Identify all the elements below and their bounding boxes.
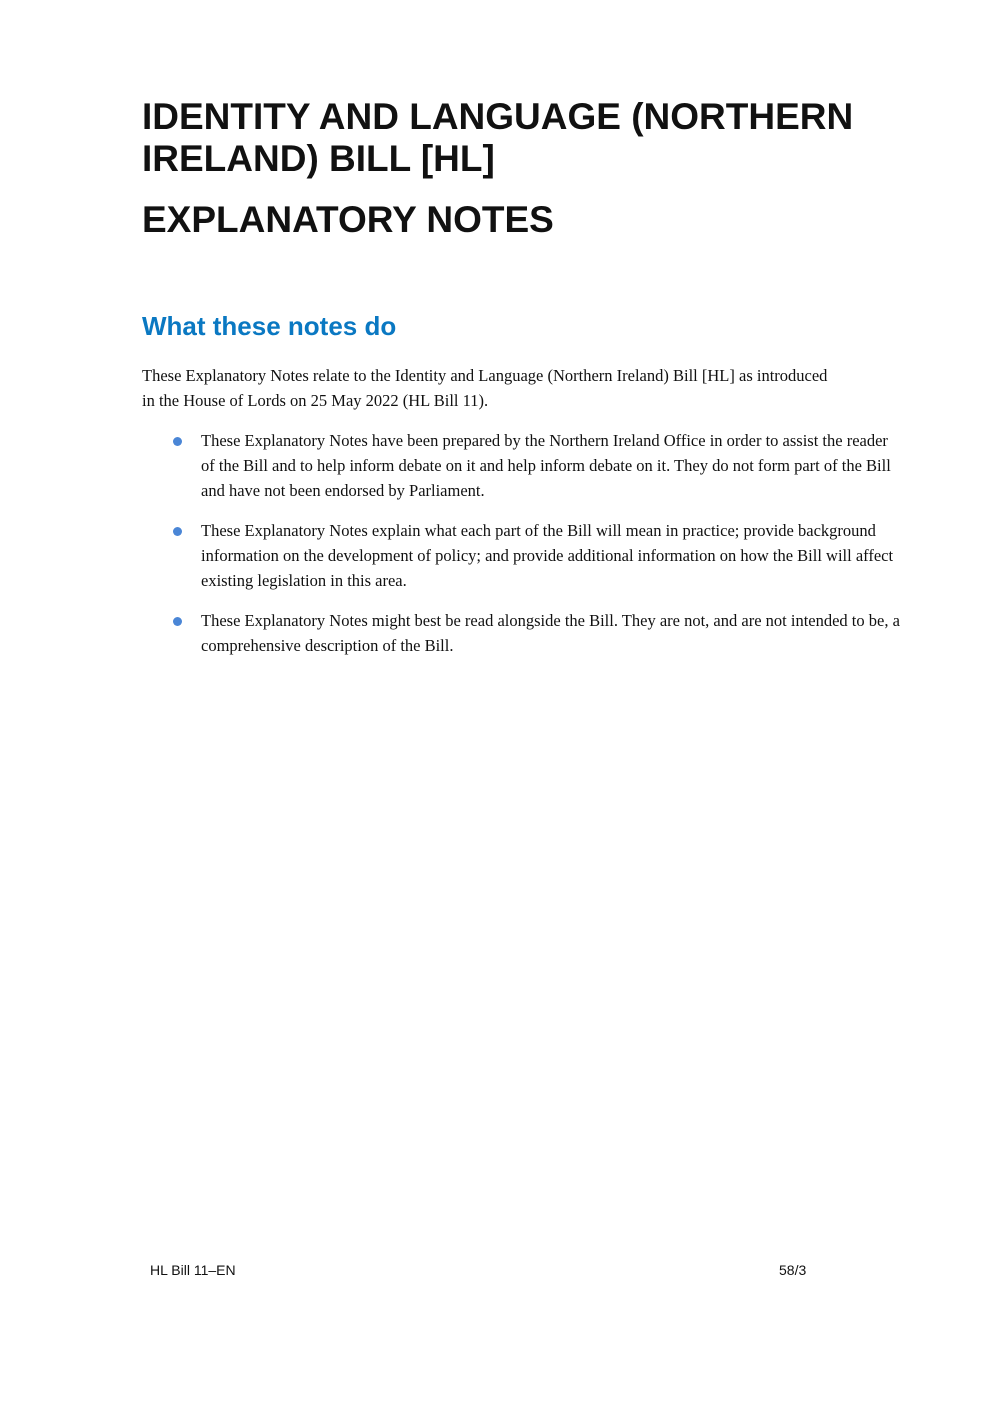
list-item [142,608,902,658]
bullet-icon [173,437,182,446]
list-item-text: These Explanatory Notes explain what each part of the Bill will mean in practice; provide background information on the development of policy; and provide additional information on how the Bill will affect existing legislation in this area. [201,521,894,590]
document-subtitle: EXPLANATORY NOTES [142,199,554,240]
footer-bill-reference: HL Bill 11–EN [150,1262,236,1278]
footer-page-code: 58/3 [779,1262,807,1278]
section-heading: What these notes do [142,311,397,341]
bullet-icon [173,617,182,626]
document-title: IDENTITY AND LANGUAGE (NORTHERN IRELAND) BILL [HL] [142,96,854,179]
list-item-text: These Explanatory Notes might best be read alongside the Bill. They are not, and are not intended to be, a comprehensive description of the Bill. [201,611,900,655]
bullet-list [142,428,902,673]
bullet-icon [173,527,182,536]
list-item-text: These Explanatory Notes have been prepared by the Northern Ireland Office in order to assist the reader of the Bill and to help inform debate on it and help inform debate on it. They do not form part of the Bill and have not been endorsed by Parliament. [201,431,891,500]
intro-paragraph: These Explanatory Notes relate to the Identity and Language (Northern Ireland) Bill [HL] as introduced in the House of Lords on 25 May 2022 (HL Bill 11). [142,366,828,410]
list-item [142,518,902,593]
list-item [142,428,902,503]
